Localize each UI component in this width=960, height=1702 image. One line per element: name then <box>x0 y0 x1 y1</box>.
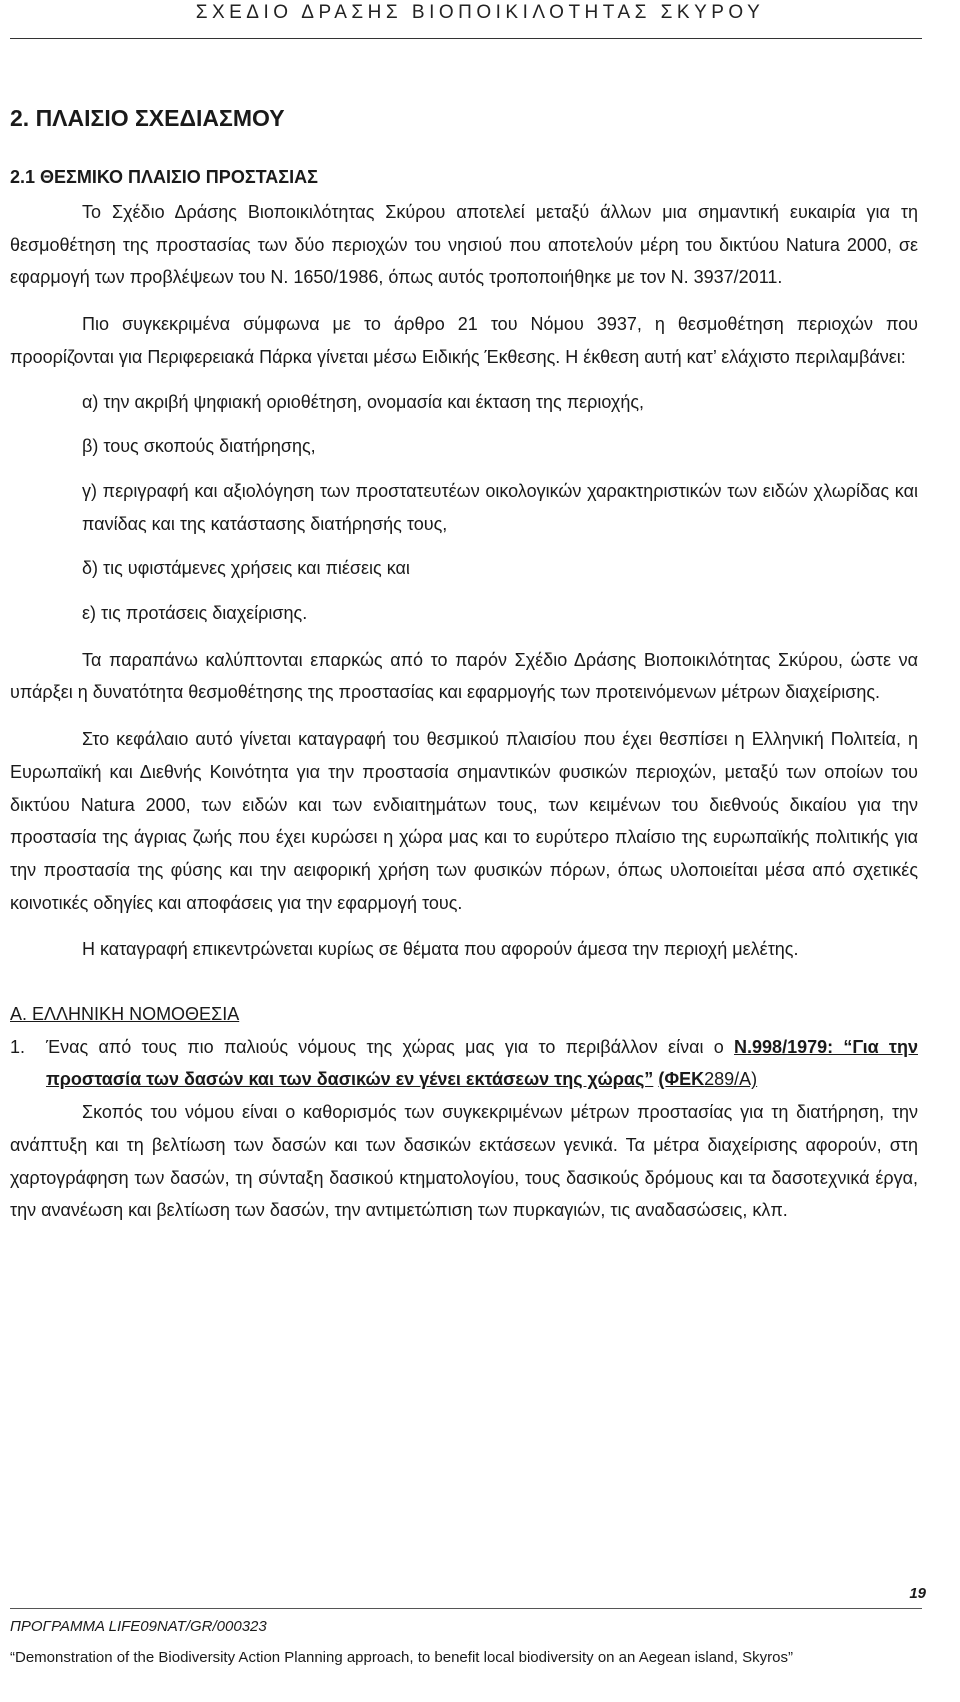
list-item: γ) περιγραφή και αξιολόγηση των προστατευτέων οικολογικών χαρακτηριστικών των ειδών χλωρίδας και πανίδας και της κατάστασης διατήρησής τους, <box>82 480 918 534</box>
fek-label: (ΦΕΚ <box>658 1069 705 1090</box>
law-item-body <box>46 1031 918 1096</box>
greek-law-heading: Α. ΕΛΛΗΝΙΚΗ ΝΟΜΟΘΕΣΙΑ <box>10 1004 240 1025</box>
paragraph: Στο κεφάλαιο αυτό γίνεται καταγραφή του θεσμικού πλαισίου που έχει θεσπίσει η Ελληνική Πολιτεία, η Ευρωπαϊκή και Διεθνής Κοινότητα για την προστασία σημαντικών φυσικών περιοχών, μεταξύ των οποίων του δικτύου Natura 2000, των ειδών και των ενδιαιτημάτων τους, των κειμένων του διεθνούς δικαίου για την προστασία της άγριας ζωής που έχει κυρώσει η χώρα μας και το ευρύτερο πλαίσιο της ευρωπαϊκής πολιτικής για την προστασία της φύσης και την αειφορική χρήση των φυσικών πόρων, όπως υλοποιείται μέσα από σχετικές κοινοτικές οδηγίες και αποφάσεις για την εφαρμογή τους. <box>10 729 918 913</box>
section-title: 2. ΠΛΑΙΣΙΟ ΣΧΕΔΙΑΣΜΟΥ <box>10 105 285 131</box>
paragraph: Το Σχέδιο Δράσης Βιοποικιλότητας Σκύρου αποτελεί μεταξύ άλλων μια σημαντική ευκαιρία για τη θεσμοθέτηση της προστασίας των δύο περιοχών του νησιού που αποτελούν μέρη του δικτύου Natura 2000, σε εφαρμογή των προβλέψεων του Ν. 1650/1986, όπως αυτός τροποποιήθηκε με τον Ν. 3937/2011. <box>10 202 918 288</box>
paragraph: Η καταγραφή επικεντρώνεται κυρίως σε θέματα που αφορούν άμεσα την περιοχή μελέτης. <box>82 939 799 960</box>
list-item: δ) τις υφιστάμενες χρήσεις και πιέσεις και <box>82 558 410 579</box>
fek-number: 289/Α) <box>704 1069 758 1090</box>
footer-tagline: “Demonstration of the Biodiversity Action Planning approach, to benefit local biodiversity on an Aegean island, Skyros” <box>10 1649 793 1666</box>
list-item: ε) τις προτάσεις διαχείρισης. <box>82 603 308 624</box>
requirements-list <box>82 386 918 630</box>
page-number: 19 <box>909 1585 926 1602</box>
list-item: α) την ακριβή ψηφιακή οριοθέτηση, ονομασία και έκταση της περιοχής, <box>82 391 645 412</box>
paragraph: Πιο συγκεκριμένα σύμφωνα με το άρθρο 21 του Νόμου 3937, η θεσμοθέτηση περιοχών που προορίζονται για Περιφερειακά Πάρκα γίνεται μέσω Ειδικής Έκθεσης. Η έκθεση αυτή κατ’ ελάχιστο περιλαμβάνει: <box>10 314 918 367</box>
footer-divider <box>10 1608 922 1609</box>
law-description: Σκοπός του νόμου είναι ο καθορισμός των συγκεκριμένων μέτρων προστασίας για τη διατήρηση, την ανάπτυξη και τη βελτίωση των δασών και των δασικών εκτάσεων γενικά. Τα μέτρα διαχείρισης αφορούν, στη χαρτογράφηση των δασών, τη σύνταξη δασικού κτηματολογίου, τους δασικούς δρόμους και τα δασοτεχνικά έργα, την ανανέωση και βελτίωση των δασών, την αντιμετώπιση των πυρκαγιών, τις αναδασώσεις, κλπ. <box>10 1102 918 1221</box>
page-content <box>10 100 918 1227</box>
list-item: β) τους σκοπούς διατήρησης, <box>82 436 316 457</box>
header-divider <box>10 38 922 39</box>
law-item <box>10 1031 918 1096</box>
paragraph: Τα παραπάνω καλύπτονται επαρκώς από το παρόν Σχέδιο Δράσης Βιοποικιλότητας Σκύρου, ώστε να υπάρξει η δυνατότητα θεσμοθέτησης της προστασίας και εφαρμογής των προτεινόμενων μέτρων διαχείρισης. <box>10 649 918 703</box>
law-title: Ν.998/1979: “Για την προστασία των δασών και των δασικών εν γένει εκτάσεων της χώρας” <box>46 1036 918 1090</box>
running-header: ΣΧΕΔΙΟ ΔΡΑΣΗΣ ΒΙΟΠΟΙΚΙΛΟΤΗΤΑΣ ΣΚΥΡΟΥ <box>195 2 765 23</box>
law-item-intro: Ένας από τους πιο παλιούς νόμους της χώρας μας για το περιβάλλον είναι ο <box>46 1036 724 1057</box>
subsection-title: 2.1 ΘΕΣΜΙΚΟ ΠΛΑΙΣΙΟ ΠΡΟΣΤΑΣΙΑΣ <box>10 167 318 187</box>
law-item-number: 1. <box>10 1036 26 1057</box>
footer-program: ΠΡΟΓΡΑΜΜΑ LIFE09NAT/GR/000323 <box>10 1618 267 1635</box>
